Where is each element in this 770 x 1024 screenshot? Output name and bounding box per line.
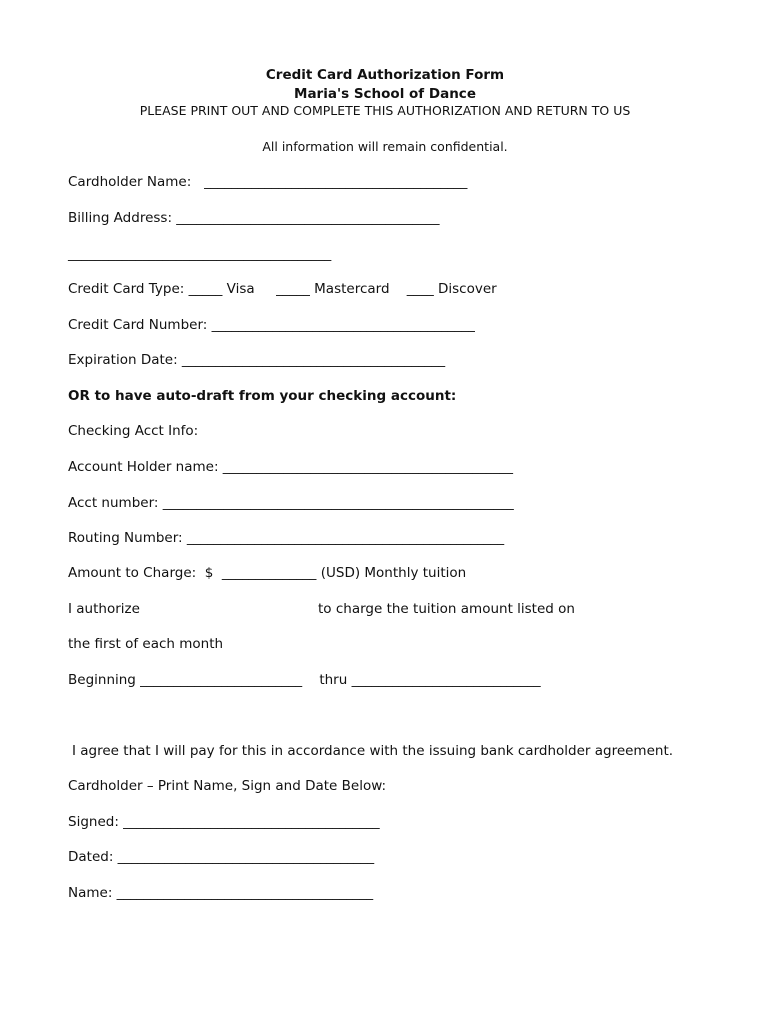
amount-to-charge-field: Amount to Charge: $ ______________ (USD) Monthly tuition: [68, 565, 467, 581]
account-holder-field: Account Holder name: ___________________________________________: [68, 459, 514, 475]
authorize-text: to charge the tuition amount listed on: [318, 601, 575, 617]
billing-address-line2: _______________________________________: [68, 246, 332, 262]
card-number-field: Credit Card Number: _______________________________________: [68, 317, 475, 333]
agreement-statement: I agree that I will pay for this in accordance with the issuing bank cardholder agreement.: [72, 743, 674, 759]
dated-field: Dated: ______________________________________: [68, 849, 375, 865]
checking-info-label: Checking Acct Info:: [68, 423, 199, 439]
signature-instruction: Cardholder – Print Name, Sign and Date Below:: [68, 778, 387, 794]
first-of-month-text: the first of each month: [68, 636, 224, 652]
school-name: Maria's School of Dance: [294, 86, 476, 102]
auto-draft-heading: OR to have auto-draft from your checking account:: [68, 388, 457, 404]
beginning-thru-field: Beginning ________________________ thru ____________________________: [68, 672, 541, 688]
name-field: Name: ______________________________________: [68, 885, 374, 901]
signed-field: Signed: ______________________________________: [68, 814, 380, 830]
card-type-field: Credit Card Type: _____ Visa _____ Mastercard ____ Discover: [68, 281, 497, 297]
routing-number-field: Routing Number: _______________________________________________: [68, 530, 505, 546]
expiration-date-field: Expiration Date: _______________________________________: [68, 352, 446, 368]
billing-address-field: Billing Address: _______________________________________: [68, 210, 440, 226]
authorize-label: I authorize: [68, 601, 140, 617]
form-title: Credit Card Authorization Form: [265, 67, 505, 83]
return-instruction: PLEASE PRINT OUT AND COMPLETE THIS AUTHORIZATION AND RETURN TO US: [139, 103, 631, 118]
confidential-note: All information will remain confidential.: [262, 139, 508, 154]
cardholder-name-field: Cardholder Name: _______________________________________: [68, 174, 468, 190]
account-number-field: Acct number: ____________________________________________________: [68, 495, 514, 511]
